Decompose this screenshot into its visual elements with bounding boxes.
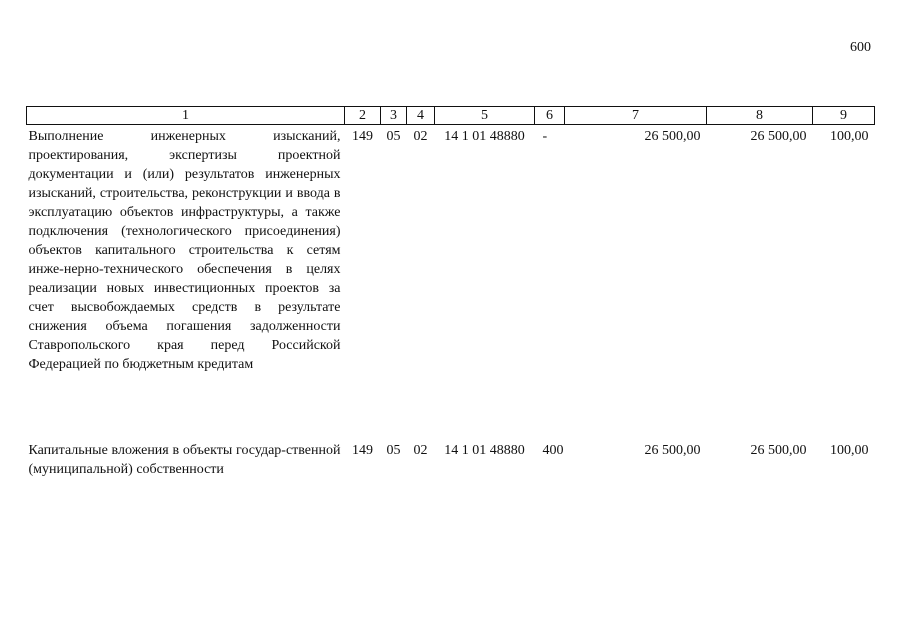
header-row: [27, 107, 875, 125]
row-target-article: 14 1 01 48880: [444, 443, 525, 458]
row-target-article: 14 1 01 48880: [444, 129, 525, 144]
row-executed: 26 500,00: [750, 443, 807, 458]
col-header-4: 4: [407, 107, 435, 125]
row-percent: 100,00: [830, 443, 869, 458]
col-header-6: 6: [535, 107, 565, 125]
row-ministry: 149: [352, 443, 373, 458]
col-header-1: 1: [27, 107, 345, 125]
table-row: [27, 125, 875, 440]
row-name: Выполнение инженерных изысканий, проектирования, экспертизы проектной документации и (или) результатов инженерных изысканий, строительства, реконструкции и ввода в эксплуатацию объектов инфраструктуры, а также подключения (технологического присоединения) объектов капитального строительства к сетям инже-нерно-технического обеспечения в целях реализации новых инвестиционных проектов за счет высвобождаемых средств в результате снижения объема погашения задолженности Ставропольского края перед Российской Федерацией по бюджетным кредитам: [28, 129, 341, 372]
row-subsection: 02: [413, 129, 428, 144]
col-header-8: 8: [707, 107, 813, 125]
row-subsection: 02: [413, 443, 428, 458]
row-ministry: 149: [352, 129, 373, 144]
row-executed: 26 500,00: [750, 129, 807, 144]
row-expense-type: 400: [542, 443, 564, 458]
col-header-7: 7: [565, 107, 707, 125]
row-name: Капитальные вложения в объекты государ-ственной (муниципальной) собственности: [28, 443, 341, 477]
row-expense-type: -: [542, 129, 548, 144]
row-percent: 100,00: [830, 129, 869, 144]
row-planned: 26 500,00: [644, 129, 701, 144]
row-planned: 26 500,00: [644, 443, 701, 458]
col-header-5: 5: [435, 107, 535, 125]
page-number: 600: [850, 40, 871, 55]
col-header-9: 9: [813, 107, 875, 125]
col-header-2: 2: [345, 107, 381, 125]
table-row: [27, 439, 875, 479]
row-section: 05: [386, 443, 401, 458]
row-section: 05: [386, 129, 401, 144]
col-header-3: 3: [381, 107, 407, 125]
budget-table: [26, 106, 875, 479]
